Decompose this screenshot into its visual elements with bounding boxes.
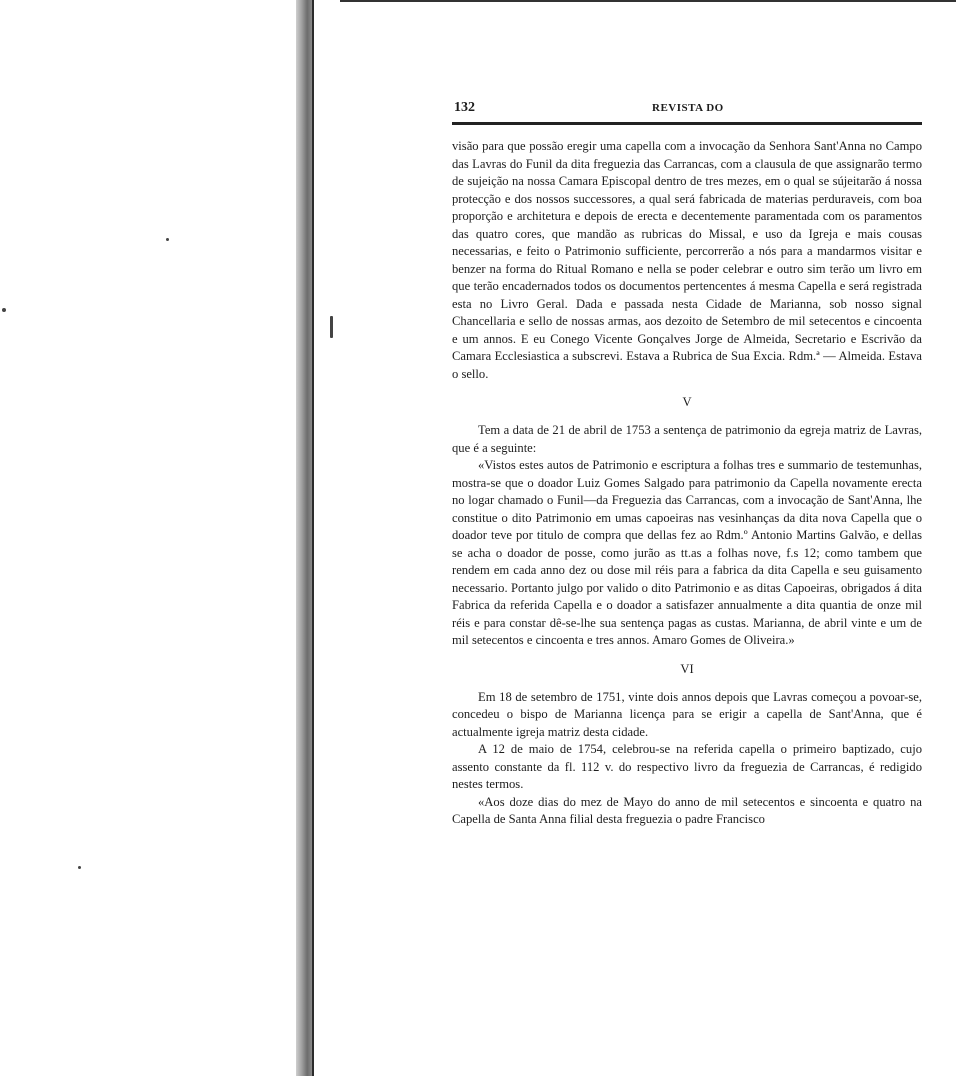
book-gutter-edge [312, 0, 314, 1076]
body-text [452, 138, 922, 829]
header-rule [452, 122, 922, 125]
book-page [452, 96, 922, 829]
scan-speck [78, 866, 81, 869]
paragraph: Tem a data de 21 de abril de 1753 a sentença de patrimonio da egreja matriz de Lavras, que é a seguinte: [452, 423, 922, 455]
paragraph: «Vistos estes autos de Patrimonio e escriptura a folhas tres e summario de testemunhas, mostra-se que o doador Luiz Gomes Salgado para patrimonio da Capella novamente erecta no logar chamado o Funil—da Freguezia das Carrancas, com a invocação de Sant'Anna, lhe constitue o dito Patrimonio em umas capoeiras nas vesinhanças da dita nova Capella que o doador teve por titulo de compra que dellas fez ao Rdm.º Antonio Martins Galvão, e dellas se acha o doador de posse, como jurão as tt.as a folhas nove, f.s 12; como tambem que rendem em cada anno dez ou dose mil réis para a fabrica da dita Capella e seu guisamento necessario. Portanto julgo por valido o dito Patrimonio e as ditas Capoeiras, obrigados á dita Fabrica da referida Capella e o doador a satisfazer annualmente a dita quantia de onze mil réis e para constar dê-se-lhe sua sentença pagas as custas. Marianna, de abril vinte e um de mil setecentos e cincoenta e tres annos. Amaro Gomes de Oliveira.» [452, 458, 922, 647]
section-heading-vi: VI [680, 661, 694, 676]
scan-speck [2, 308, 6, 312]
page-number: 132 [454, 100, 475, 115]
page-top-edge [340, 0, 956, 2]
scan-speck [166, 238, 169, 241]
scan-mark [330, 316, 333, 338]
paragraph: Em 18 de setembro de 1751, vinte dois annos depois que Lavras começou a povoar-se, concedeu o bispo de Marianna licença para se erigir a capella de Sant'Anna, que é actualmente igreja matriz desta cidade. [452, 689, 922, 739]
section-heading-v: V [682, 395, 692, 409]
book-gutter-shadow [296, 0, 312, 1076]
paragraph: A 12 de maio de 1754, celebrou-se na referida capella o primeiro baptizado, cujo assento constante da fl. 112 v. do respectivo livro da freguezia de Carrancas, é redigido nestes termos. [452, 742, 922, 791]
page-header [452, 96, 922, 120]
paragraph: «Aos doze dias do mez de Mayo do anno de mil setecentos e sincoenta e quatro na Capella de Santa Anna filial desta freguezia o padre Francisco [452, 794, 922, 826]
continued-paragraph: visão para que possão eregir uma capella com a invocação da Senhora Sant'Anna no Campo das Lavras do Funil da dita freguezia das Carrancas, com a clausula de que assignarão termo de sujeição na nossa Camara Episcopal dentro de tres mezes, em o qual se sújeitarão á nossa protecção e dos nossos successores, a qual será fabricada de materias perduraveis, com boa proporção e architetura e depois de erecta e decentemente paramentada com os paramentos das quatro cores, que mandão as rubricas do Missal, e uso da Igreja e mais cousas necessarias, e feito o Patrimonio sufficiente, percorrerão a nós para a mandarmos visitar e benzer na forma do Ritual Romano e nella se poder celebrar e outro sim terão um livro em que terão encadernados todos os documentos pertencentes á mesma Capella e será registrada esta no Livro Geral. Dada e passada nesta Cidade de Marianna, sob nosso signal Chancellaria e sello de nossas armas, aos dezoito de Setembro de mil setecentos e cincoenta e um annos. E eu Conego Vicente Gonçalves Jorge de Almeida, Secretario e Escrivão da Camara Ecclesiastica a subscrevi. Estava a Rubrica de Sua Excia. Rdm.ª — Almeida. Estava o sello. [452, 139, 922, 381]
running-head: REVISTA DO [652, 102, 724, 114]
